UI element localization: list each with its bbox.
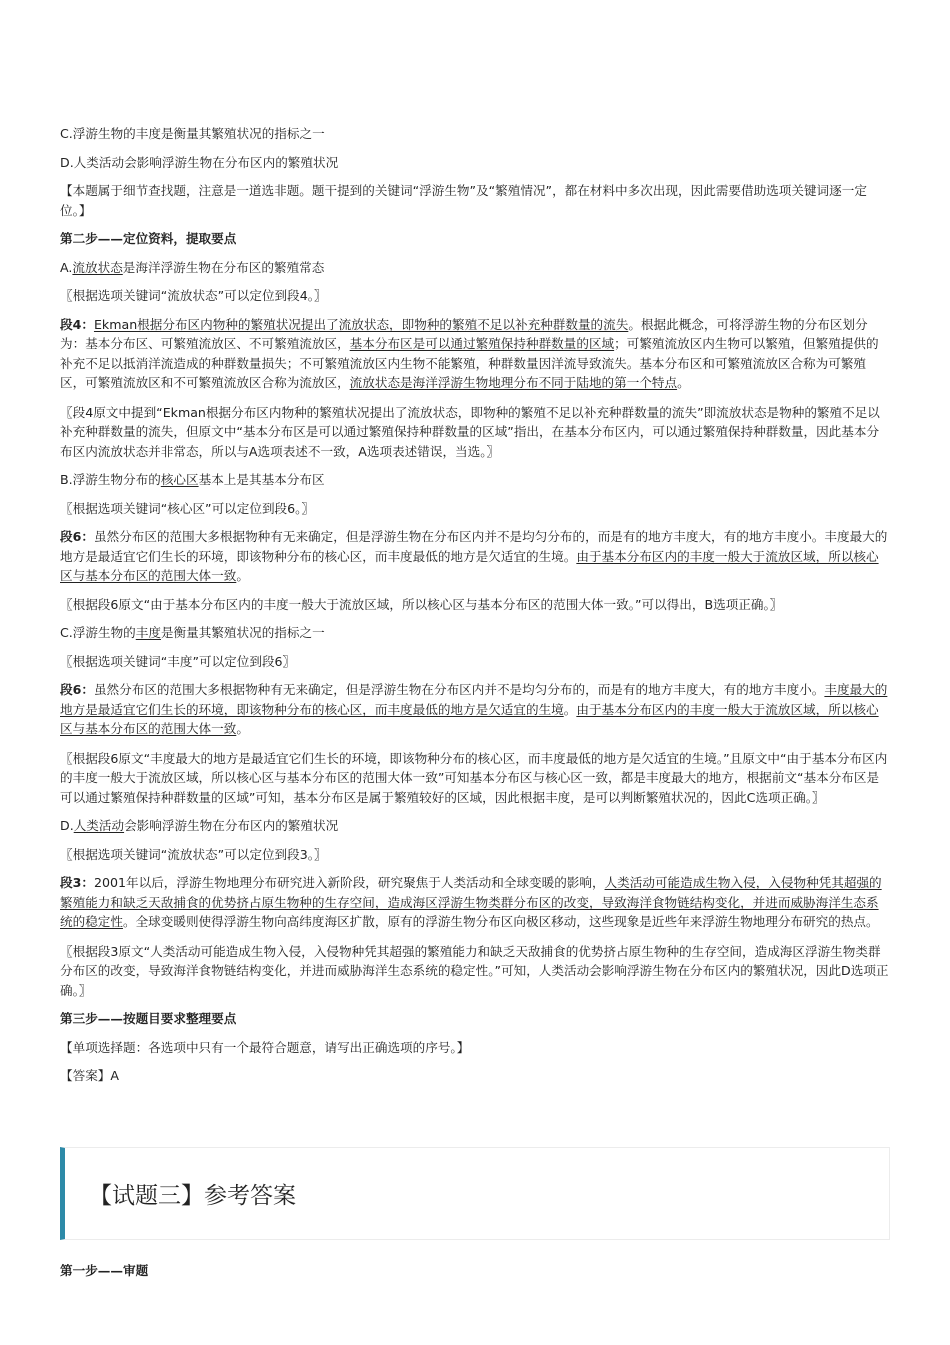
step-2-heading: 第二步——定位资料，提取要点 bbox=[60, 231, 237, 246]
option-c-statement: C.浮游生物的丰度是衡量其繁殖状况的指标之一 bbox=[60, 625, 325, 640]
option-b-paragraph: 段6：虽然分布区的范围大多根据物种有无来确定，但是浮游生物在分布区内并不是均匀分布的，而是有的地方丰度大，有的地方丰度小。丰度最大的地方是最适宜它们生长的环境，即该物种分布的核心区，而丰度最低的地方是欠适宜的生境。由于基本分布区内的丰度一般大于流放区域，所以核心区与基本分布区的范围大体一致。 bbox=[60, 529, 888, 583]
option-a-paragraph: 段4：Ekman根据分布区内物种的繁殖状况提出了流放状态，即物种的繁殖不足以补充种群数量的流失。根据此概念，可将浮游生物的分布区划分为：基本分布区、可繁殖流放区、不可繁殖流放区，基本分布区是可以通过繁殖保持种群数量的区域；可繁殖流放区内生物可以繁殖，但繁殖提供的补充不足以抵消洋流造成的种群数量损失；不可繁殖流放区内生物不能繁殖，种群数量因洋流导致流失。基本分布区和可繁殖流放区合称为可繁殖区，可繁殖流放区和不可繁殖流放区合称为流放区，流放状态是海洋浮游生物地理分布不同于陆地的第一个特点。 bbox=[60, 316, 879, 390]
option-c-paragraph: 段6：虽然分布区的范围大多根据物种有无来确定，但是浮游生物在分布区内并不是均匀分布的，而是有的地方丰度大，有的地方丰度小。丰度最大的地方是最适宜它们生长的环境，即该物种分布的核心区，而丰度最低的地方是欠适宜的生境。由于基本分布区内的丰度一般大于流放区域，所以核心区与基本分布区的范围大体一致。 bbox=[60, 682, 888, 736]
option-c: C.浮游生物的丰度是衡量其繁殖状况的指标之一 bbox=[60, 126, 325, 141]
step-3-heading: 第三步——按题目要求整理要点 bbox=[60, 1011, 237, 1026]
intro-note: 【本题属于细节查找题，注意是一道选非题。题干提到的关键词“浮游生物”及“繁殖情况”，都在材料中多次出现，因此需要借助选项关键词逐一定位。】 bbox=[60, 183, 867, 218]
paragraph-label: 段6： bbox=[60, 682, 94, 697]
instruction-note: 【单项选择题：各选项中只有一个最符合题意，请写出正确选项的序号。】 bbox=[60, 1039, 470, 1055]
option-a-analysis: 〖段4原文中提到“Ekman根据分布区内物种的繁殖状况提出了流放状态，即物种的繁殖不足以补充种群数量的流失”即流放状态是物种的繁殖不足以补充种群数量的流失，但原文中“基本分布区是可以通过繁殖保持种群数量的区域”指出，在基本分布区内，可以通过繁殖保持种群数量，因此基本分布区内流放状态并非常态，所以与A选项表述不一致，A选项表述错误，当选。〗 bbox=[60, 404, 880, 459]
option-d: D.人类活动会影响浮游生物在分布区内的繁殖状况 bbox=[60, 154, 339, 170]
paragraph-label: 段3： bbox=[60, 875, 94, 890]
option-c-analysis: 〖根据段6原文“丰度最大的地方是最适宜它们生长的环境，即该物种分布的核心区，而丰度最低的地方是欠适宜的生境。”且原文中“由于基本分布区内的丰度一般大于流放区域，所以核心区与基本分布区的范围大体一致”可知基本分布区与核心区一致，都是丰度最大的地方，根据前文“基本分布区是可以通过繁殖保持种群数量的区域”可知，基本分布区是属于繁殖较好的区域，因此根据丰度，是可以判断繁殖状况的，因此C选项正确。〗 bbox=[60, 750, 888, 805]
option-d-statement: D.人类活动会影响浮游生物在分布区内的繁殖状况 bbox=[60, 818, 339, 833]
option-b-keyword: 核心区 bbox=[160, 472, 199, 487]
paragraph-label: 段4： bbox=[60, 316, 94, 332]
step-1-heading: 第一步——审题 bbox=[60, 1263, 149, 1278]
option-d-paragraph: 段3：2001年以后，浮游生物地理分布研究进入新阶段，研究聚焦于人类活动和全球变暖的影响，人类活动可能造成生物入侵，入侵物种凭其超强的繁殖能力和缺乏天敌捕食的优势挤占原生物种的生存空间，造成海区浮游生物类群分布区的改变，导致海洋食物链结构变化，并进而威胁海洋生态系统的稳定性。全球变暖则使得浮游生物向高纬度海区扩散，原有的浮游生物分布区向极区移动，这些现象是近些年来浮游生物地理分布研究的热点。 bbox=[60, 875, 882, 929]
option-b-locate: 〖根据选项关键词“核心区”可以定位到段6。〗 bbox=[60, 500, 315, 516]
section-title: 【试题三】参考答案 bbox=[89, 1183, 296, 1209]
option-b-statement: B.浮游生物分布的核心区基本上是其基本分布区 bbox=[60, 472, 325, 487]
option-d-analysis: 〖根据段3原文“人类活动可能造成生物入侵，入侵物种凭其超强的繁殖能力和缺乏天敌捕食的优势挤占原生物种的生存空间，造成海区浮游生物类群分布区的改变，导致海洋食物链结构变化，并进而威胁海洋生态系统的稳定性。”可知，人类活动会影响浮游生物在分布区内的繁殖状况，因此D选项正确。〗 bbox=[60, 943, 889, 998]
option-d-locate: 〖根据选项关键词“流放状态”可以定位到段3。〗 bbox=[60, 846, 327, 862]
paragraph-label: 段6： bbox=[60, 529, 94, 544]
answer-line: 【答案】A bbox=[60, 1068, 119, 1083]
section-header-box bbox=[60, 1147, 890, 1240]
next-section bbox=[60, 1261, 890, 1281]
option-c-keyword: 丰度 bbox=[135, 625, 161, 640]
option-a-statement: A.流放状态是海洋浮游生物在分布区的繁殖常态 bbox=[60, 259, 325, 275]
option-a-keyword: 流放状态 bbox=[72, 259, 123, 275]
option-b-analysis: 〖根据段6原文“由于基本分布区内的丰度一般大于流放区域，所以核心区与基本分布区的范围大体一致。”可以得出，B选项正确。〗 bbox=[60, 596, 783, 612]
option-d-keyword: 人类活动 bbox=[73, 818, 125, 833]
option-a-locate: 〖根据选项关键词“流放状态”可以定位到段4。〗 bbox=[60, 288, 327, 303]
option-c-locate: 〖根据选项关键词“丰度”可以定位到段6〗 bbox=[60, 653, 296, 669]
document-body bbox=[60, 124, 890, 1086]
